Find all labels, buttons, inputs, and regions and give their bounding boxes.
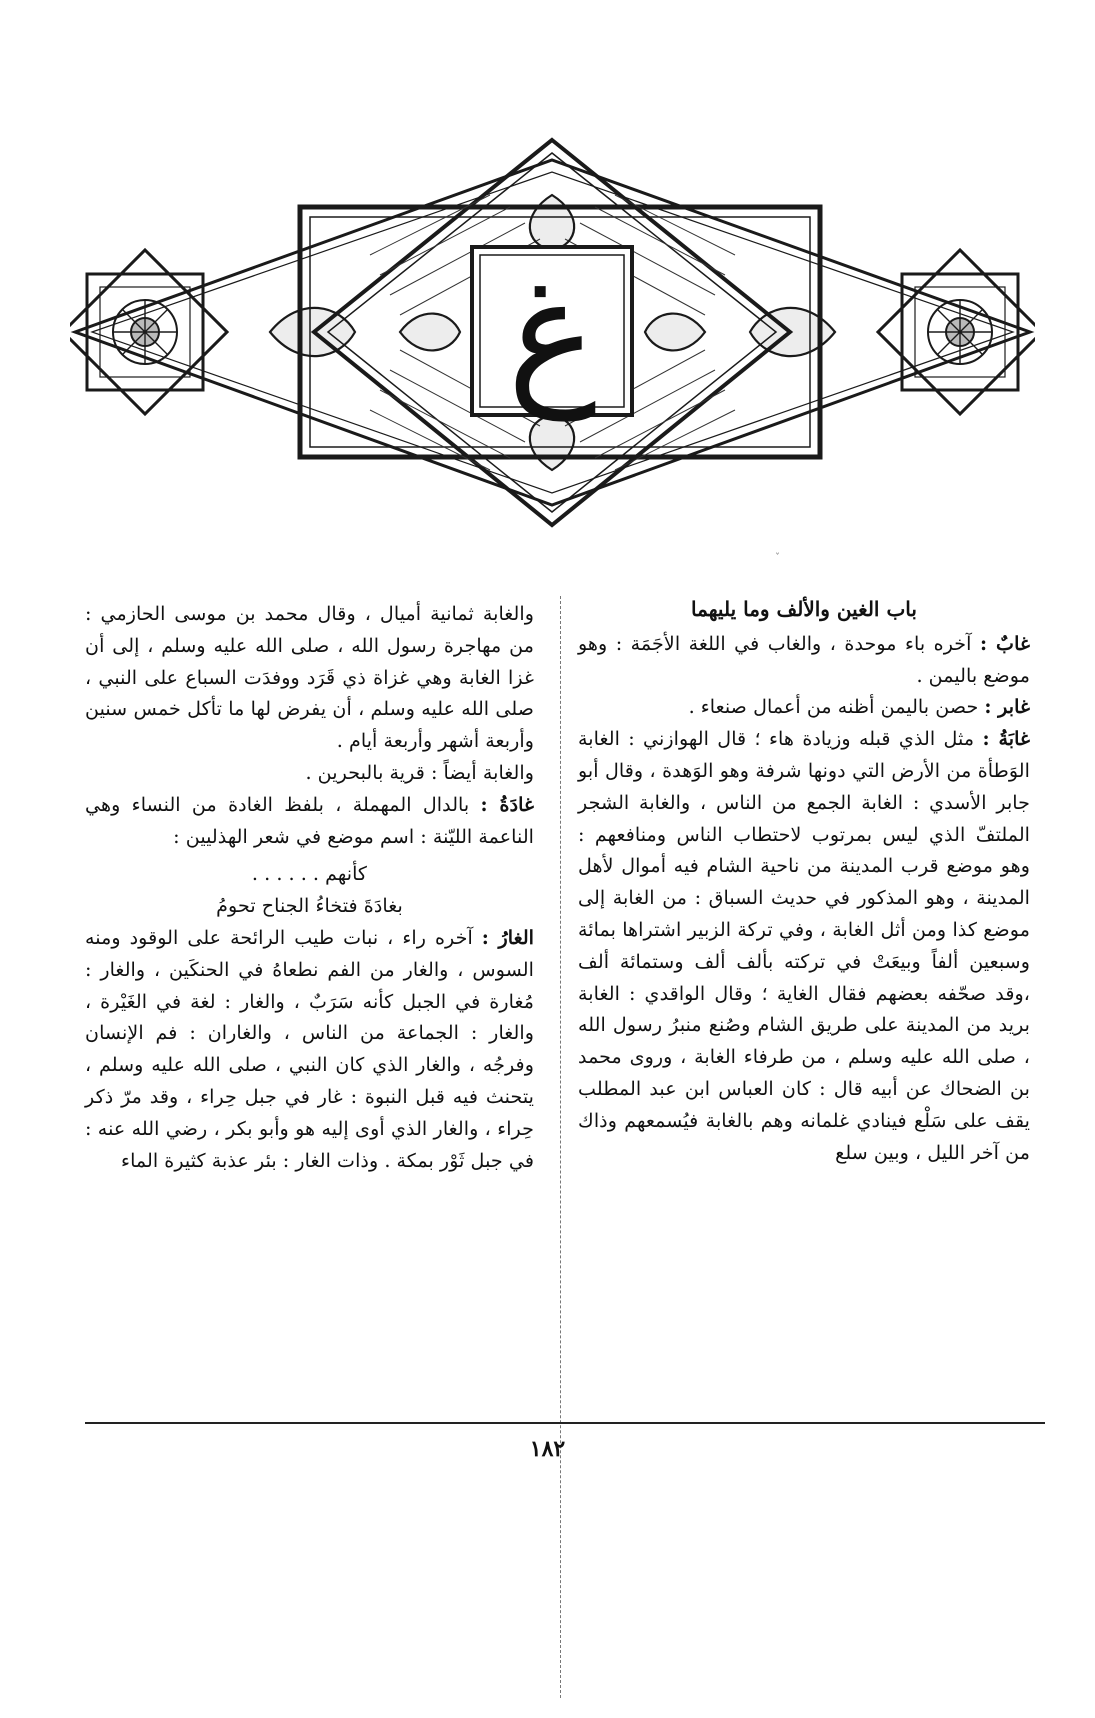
entry-headword: غابر : xyxy=(984,695,1030,719)
paragraph-ghabah-bahrain: والغابة أيضاً : قرية بالبحرين . xyxy=(305,760,534,784)
paragraph-ghabah-continued: والغابة ثمانية أميال ، وقال محمد بن موسى الحازمي : من مهاجرة رسول الله ، صلى الله عليه وسلم ، إلى أن غزا الغابة وهي غزاة ذي قَرَد ووفدَت السباع على النبي ، صلى الله عليه وسلم ، أن يفرض لها ما تأكل خمس سنين وأربعة أشهر وأربعة أيام . xyxy=(85,602,534,753)
stray-mark: ˇ xyxy=(775,553,780,564)
entry-ghab xyxy=(578,628,1030,692)
section-title: باب الغين والألف وما يليهما xyxy=(691,597,917,621)
entry-text: بالدال المهملة ، بلفظ الغادة من النساء وهي الناعمة الليّنة : اسم موضع في شعر الهذليين : xyxy=(85,792,534,848)
poem-verse xyxy=(85,858,534,922)
chapter-letter: غ xyxy=(507,247,597,421)
entry-headword: غابٌ : xyxy=(979,631,1030,655)
entry-headword: غابَةُ : xyxy=(982,727,1030,751)
entry-text: آخره باء موحدة ، والغاب في اللغة الأجَمَة : وهو موضع باليمن . xyxy=(578,631,1030,687)
poem-word: كأنهم xyxy=(325,862,368,886)
page-number: ١٨٢ xyxy=(529,1436,566,1462)
entry-ghabah xyxy=(578,723,1030,1168)
left-column xyxy=(85,598,534,1718)
entry-ghar xyxy=(85,922,534,1176)
chapter-header-ornament xyxy=(70,135,1035,530)
entry-text: مثل الذي قبله وزيادة هاء ؛ قال الهوازني : الغابة الوَطأة من الأرض التي دونها شرفة وهو الوَهدة ، وقال أبو جابر الأسدي : الغابة الجمع من الناس ، والغابة الشجر الملتفّ الذي ليس بمرتوب لاحتطاب الناس ومنافعهم : وهو موضع قرب المدينة من ناحية الشام فيه أموال لأهل المدينة ، وهو المذكور في حديث السباق : من الغابة إلى موضع كذا ومن أثل الغابة ، وفي تركة الزبير اشتراها بمائة وسبعين ألفاً وبيعَتْ في تركته بألف ألف وستمائة ألف ،وقد صحّفه بعضهم فقال الغاية ؛ وقال الواقدي : الغابة بريد من المدينة على طريق الشام وصُنع منبرُ رسول الله ، صلى الله عليه وسلم ، من طرفاء الغابة ، وروى محمد بن الضحاك عن أبيه قال : كان العباس ابن عبد المطلب يقف على سَلْع فينادي غلمانه وهم بالغابة فيُسمعهم وذاك من آخر الليل ، وبين سلع xyxy=(578,727,1030,1164)
poem-elision-dots: . . . . . . xyxy=(251,862,320,886)
poem-line-1 xyxy=(85,858,534,890)
entry-headword: الغارُ : xyxy=(481,925,535,949)
column-divider xyxy=(560,596,561,1698)
entry-ghadah xyxy=(85,789,534,853)
entry-text: حصن باليمن أظنه من أعمال صنعاء . xyxy=(688,695,985,719)
footer-rule xyxy=(85,1422,1045,1424)
entry-ghabir xyxy=(578,691,1030,723)
right-column xyxy=(578,594,1030,1714)
entry-headword: غادَةُ : xyxy=(480,792,534,816)
entry-text: آخره راء ، نبات طيب الرائحة على الوقود ومنه السوس ، والغار من الفم نطعاهُ في الحنكَين ، والغار : مُغارة في الجبل كأنه سَرَبٌ ، والغار : لغة في الغَيْرة ، والغار : الجماعة من الناس ، والغاران : فم الإنسان وفرجُه ، والغار الذي كان النبي ، صلى الله عليه وسلم ، يتحنث فيه قبل النبوة : غار في جبل حِراء ، وقد مرّ ذكر حِراء ، والغار الذي أوى إليه هو وأبو بكر ، رضي الله عنه : في جبل ثَوْر بمكة . وذات الغار : بئر عذبة كثيرة الماء xyxy=(85,925,534,1172)
poem-line-2: بغادَةَ فتخاءُ الجناح تحومُ xyxy=(216,894,403,918)
